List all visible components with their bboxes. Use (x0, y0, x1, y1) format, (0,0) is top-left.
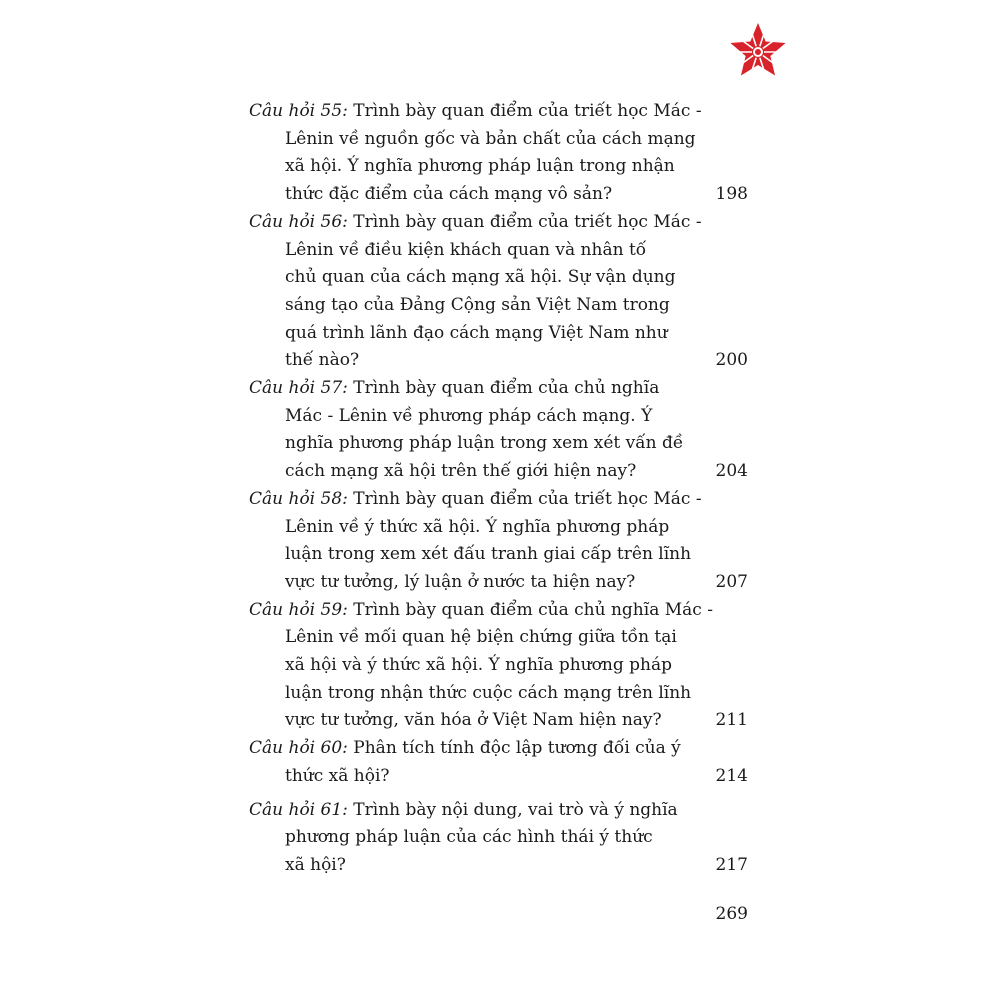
toc-page-number: 200 (715, 350, 748, 371)
toc-entry-text: xã hội. Ý nghĩa phương pháp luận trong nhận (285, 156, 675, 177)
question-label: Câu hỏi 57: (249, 378, 348, 398)
toc-entry-continuation-line (285, 402, 652, 430)
toc-page-number: 207 (715, 571, 748, 592)
toc-entry-text: cách mạng xã hội trên thế giới hiện nay? (285, 461, 637, 482)
toc-entry-continuation-line (285, 568, 635, 596)
toc-entry-text: xã hội? (285, 854, 346, 875)
toc-page-number: 217 (715, 854, 748, 875)
toc-entry-text: Trình bày quan điểm của chủ nghĩa Mác - (347, 599, 713, 620)
toc-entry-text: Mác - Lênin về phương pháp cách mạng. Ý (285, 405, 653, 426)
toc-entry-continuation-line (285, 706, 662, 734)
toc-entry-text: luận trong xem xét đấu tranh giai cấp trên lĩnh (285, 544, 692, 565)
toc-entry-continuation-line (285, 651, 672, 679)
question-label: Câu hỏi 61: (249, 799, 348, 820)
toc-entry-text: thế nào? (285, 350, 360, 371)
toc-entry-continuation-line (285, 762, 390, 790)
toc-entry-continuation-line (285, 429, 683, 457)
toc-entry-continuation-line (285, 319, 668, 347)
toc-entry-first-line (249, 485, 702, 513)
toc-entry-text: thức xã hội? (285, 765, 390, 786)
toc-entry-text: luận trong nhận thức cuộc cách mạng trên lĩnh (285, 682, 692, 703)
toc-entry-continuation-line (285, 540, 691, 568)
page-number: 269 (715, 904, 748, 924)
toc-entry-continuation-line (285, 346, 359, 374)
toc-entry-text: Phân tích tính độc lập tương đối của ý (347, 738, 681, 759)
toc-entry-first-line (249, 374, 659, 402)
toc-entry-text: chủ quan của cách mạng xã hội. Sự vận dụng (285, 267, 676, 288)
toc-entry-text: Trình bày quan điểm của triết học Mác - (347, 488, 702, 509)
toc-entry-text: quá trình lãnh đạo cách mạng Việt Nam như (285, 322, 668, 343)
question-label: Câu hỏi 55: (249, 101, 348, 121)
toc-entry-first-line (249, 97, 702, 125)
toc-entry-continuation-line (285, 263, 675, 291)
toc-entry-text: Lênin về ý thức xã hội. Ý nghĩa phương pháp (285, 516, 670, 537)
toc-page-number: 214 (715, 765, 748, 786)
toc-entry-continuation-line (285, 623, 677, 651)
question-label: Câu hỏi 58: (249, 488, 348, 509)
question-label: Câu hỏi 59: (249, 599, 348, 620)
toc-entry-continuation-line (285, 125, 696, 153)
question-label: Câu hỏi 60: (249, 738, 348, 759)
toc-entry-continuation-line (285, 152, 675, 180)
toc-entry-text: Lênin về điều kiện khách quan và nhân tố (285, 239, 647, 260)
toc-entry-text: phương pháp luận của các hình thái ý thức (285, 827, 653, 848)
toc-entry-text: vực tư tưởng, văn hóa ở Việt Nam hiện nay? (285, 710, 662, 731)
toc-page-number: 204 (715, 461, 748, 482)
toc-entry-continuation-line (285, 291, 670, 319)
toc-entry-continuation-line (285, 180, 612, 208)
toc-entry-first-line (249, 208, 702, 236)
toc-entry-continuation-line (285, 513, 669, 541)
toc-entry-continuation-line (285, 236, 646, 264)
toc-entry-text: Trình bày quan điểm của chủ nghĩa (347, 378, 660, 398)
question-label: Câu hỏi 56: (249, 211, 348, 232)
toc-entry-text: Lênin về nguồn gốc và bản chất của cách mạng (285, 128, 696, 149)
toc-entry-continuation-line (285, 851, 346, 879)
toc-entry-text: nghĩa phương pháp luận trong xem xét vấn đề (285, 433, 684, 454)
toc-entry-text: vực tư tưởng, lý luận ở nước ta hiện nay? (285, 571, 636, 592)
toc-entry-text: Trình bày quan điểm của triết học Mác - (347, 101, 702, 121)
toc-entry-continuation-line (285, 679, 691, 707)
toc-entry-text: Trình bày nội dung, vai trò và ý nghĩa (347, 799, 678, 820)
toc-entry-first-line (249, 734, 681, 762)
toc-entry-first-line (249, 796, 678, 824)
toc-entry-continuation-line (285, 823, 653, 851)
toc-entry-text: sáng tạo của Đảng Cộng sản Việt Nam trong (285, 294, 670, 315)
toc-entry-text: thức đặc điểm của cách mạng vô sản? (285, 184, 613, 205)
toc-page-number: 198 (715, 184, 748, 205)
toc-entry-text: Lênin về mối quan hệ biện chứng giữa tồn tại (285, 627, 677, 648)
toc-entry-continuation-line (285, 457, 636, 485)
toc-page-number: 211 (715, 710, 748, 731)
toc-entry-first-line (249, 596, 713, 624)
toc-entry-text: xã hội và ý thức xã hội. Ý nghĩa phương pháp (285, 655, 672, 675)
toc-entry-text: Trình bày quan điểm của triết học Mác - (347, 211, 702, 232)
